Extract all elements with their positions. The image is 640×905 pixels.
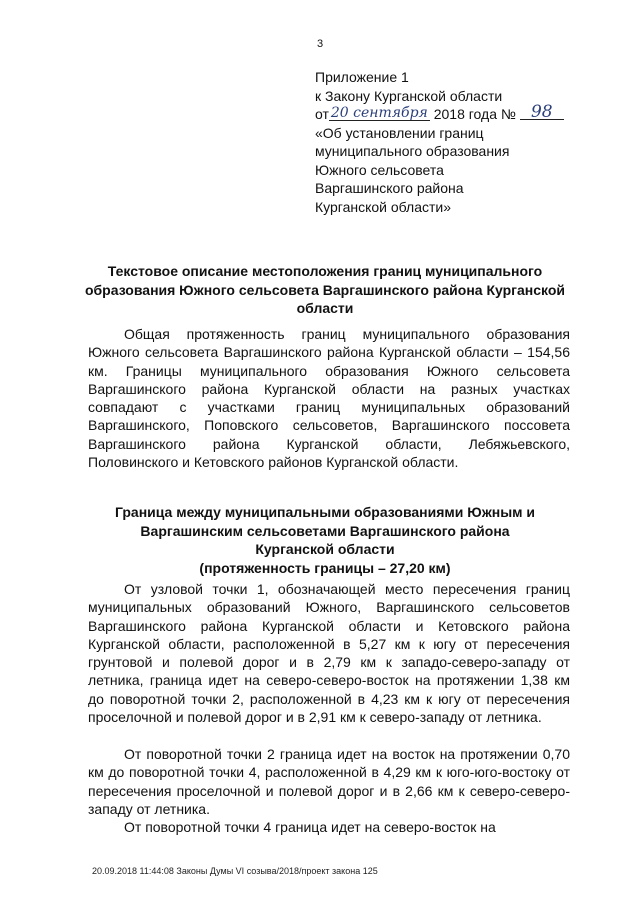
date-prefix: от bbox=[315, 106, 329, 122]
page-number: 3 bbox=[316, 38, 324, 50]
appendix-line-4: «Об установлении границ bbox=[315, 124, 484, 141]
handwritten-law-number: 98 bbox=[520, 105, 564, 120]
section-title-line-1: Граница между муниципальными образованиями Южным и bbox=[114, 504, 536, 520]
document-title: Текстовое описание местоположения границ муниципального образования Южного сельсовета Варгашинского района Курганской области bbox=[84, 263, 565, 316]
section-title bbox=[80, 503, 570, 577]
appendix-line-5: муниципального образования bbox=[315, 143, 510, 159]
footer-stamp: 20.09.2018 11:44:08 Законы Думы VI созыва/2018/проект закона 125 bbox=[92, 866, 378, 876]
appendix-line-8: Курганской области» bbox=[315, 198, 452, 215]
appendix-date-line bbox=[315, 102, 615, 124]
paragraph-boundary-1: От узловой точки 1, обозначающей место пересечения границ муниципальных образований Южного, Варгашинского сельсоветов Варгашинского района Курганской области и Кетовского района Курганской области, расположенной в 5,27 км к югу от пересечения грунтовой и полевой дорог и в 2,79 км к западо-северо-западу от летника, граница идет на северо-северо-восток на протяжении 1,38 км до поворотной точки 2, расположенной в 4,23 км к югу от пересечения проселочной и полевой дорог и в 2,91 км к северо-западу от летника. bbox=[88, 581, 570, 726]
section-title-line-2: Варгашинским сельсоветами Варгашинского района bbox=[140, 522, 510, 539]
appendix-line-1: Приложение 1 bbox=[315, 69, 409, 85]
appendix-line-7: Варгашинского района bbox=[315, 180, 464, 196]
section-title-line-4: (протяженность границы – 27,20 км) bbox=[199, 559, 451, 576]
date-suffix: 2018 года № bbox=[433, 106, 516, 122]
paragraph-boundary-2: От поворотной точки 2 граница идет на восток на протяжении 0,70 км до поворотной точки 4, расположенной в 4,29 км к юго-юго-востоку от пересечения проселочной и полевой дорог и в 2,66 км к северо-северо-западу от летника. bbox=[88, 746, 570, 817]
handwritten-date: 20 сентября bbox=[330, 105, 428, 121]
appendix-block bbox=[315, 68, 615, 216]
appendix-line-2: к Закону Курганской области bbox=[315, 87, 503, 104]
section-title-line-3: Курганской области bbox=[255, 541, 395, 557]
paragraph-general: Общая протяженность границ муниципального образования Южного сельсовета Варгашинского района Курганской области – 154,56 км. Границы муниципального образования Южного сельсовета Варгашинского района Курганской области на разных участках совпадают с участками границ муниципальных образований Варгашинского, Поповского сельсоветов, Варгашинского поссовета Варгашинского района Курганской области, Лебяжьевского, Половинского и Кетовского районов Курганской области. bbox=[88, 326, 570, 471]
paragraph-boundary-3: От поворотной точки 4 граница идет на северо-восток на bbox=[124, 819, 496, 835]
appendix-line-6: Южного сельсовета bbox=[315, 161, 444, 178]
